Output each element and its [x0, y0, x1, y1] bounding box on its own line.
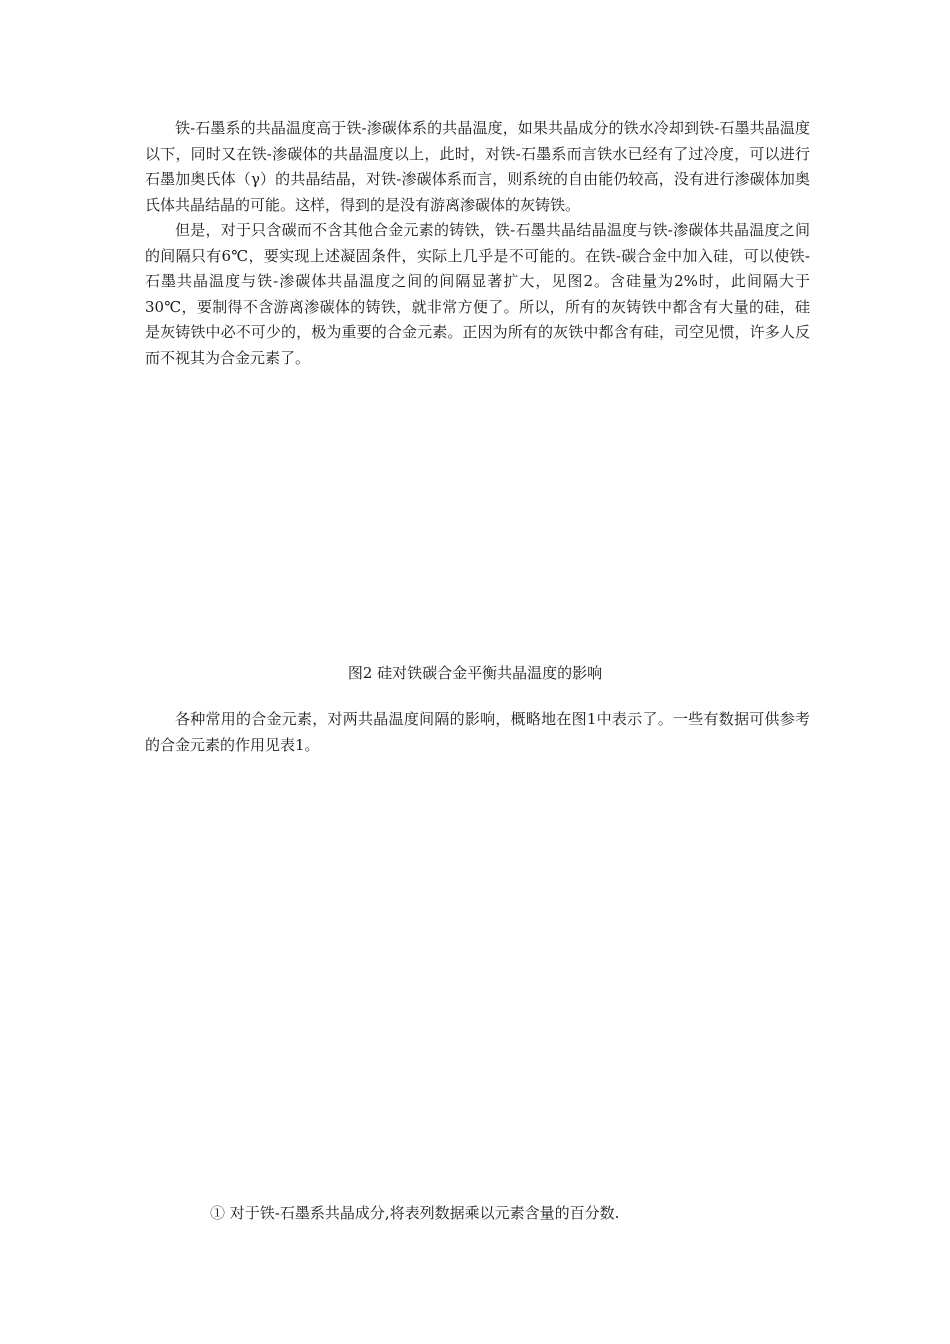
figure-caption: 图2 硅对铁碳合金平衡共晶温度的影响	[347, 664, 603, 682]
table-1-area	[145, 775, 810, 1195]
text-block-intro	[145, 116, 810, 371]
footnote: ① 对于铁-石墨系共晶成分,将表列数据乘以元素含量的百分数.	[210, 1204, 620, 1222]
figure-2-area	[145, 380, 810, 650]
paragraph: 铁-石墨系的共晶温度高于铁-渗碳体系的共晶温度，如果共晶成分的铁水冷却到铁-石墨共晶温度以下，同时又在铁-渗碳体的共晶温度以上，此时，对铁-石墨系而言铁水已经有了过冷度，可以进行石墨加奥氏体（γ）的共晶结晶，对铁-渗碳体系而言，则系统的自由能仍较高，没有进行渗碳体加奥氏体共晶结晶的可能。这样，得到的是没有游离渗碳体的灰铸铁。	[145, 119, 810, 214]
paragraph: 但是，对于只含碳而不含其他合金元素的铸铁，铁-石墨共晶结晶温度与铁-渗碳体共晶温度之间的间隔只有6℃，要实现上述凝固条件，实际上几乎是不可能的。在铁-碳合金中加入硅，可以使铁-石墨共晶温度与铁-渗碳体共晶温度之间的间隔显著扩大，见图2。含硅量为2%时，此间隔大于30℃，要制得不含游离渗碳体的铸铁，就非常方便了。所以，所有的灰铸铁中都含有大量的硅，硅是灰铸铁中必不可少的，极为重要的合金元素。正因为所有的灰铁中都含有硅，司空见惯，许多人反而不视其为合金元素了。	[145, 221, 810, 367]
paragraph: 各种常用的合金元素，对两共晶温度间隔的影响，概略地在图1中表示了。一些有数据可供参考的合金元素的作用见表1。	[145, 710, 810, 754]
text-block-elements	[145, 707, 810, 758]
